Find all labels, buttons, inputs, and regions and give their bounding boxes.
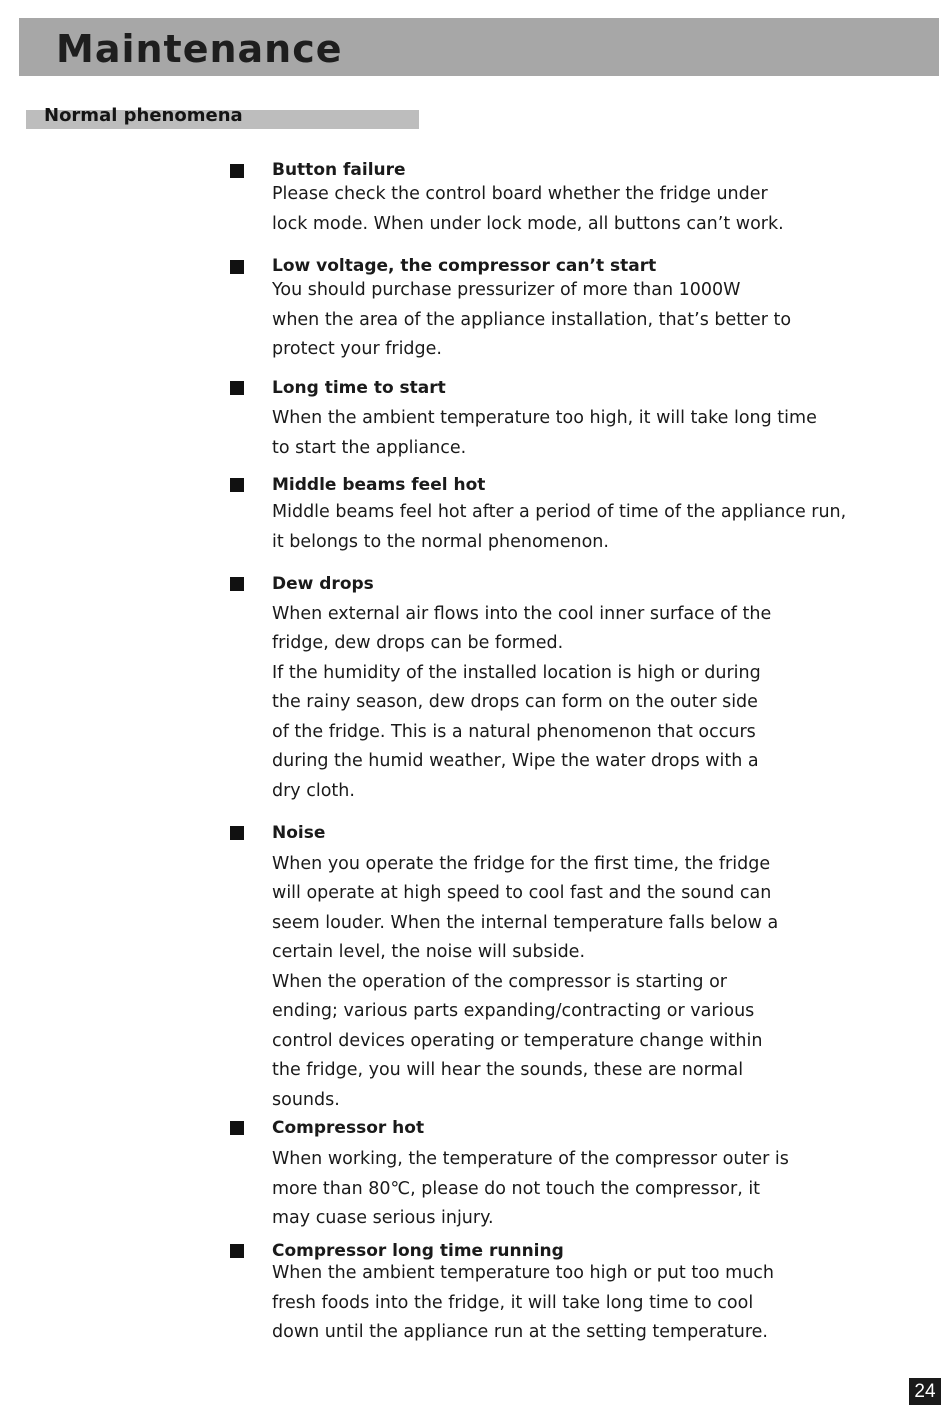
item-text-line: When you operate the fridge for the first time, the fridge (272, 854, 771, 874)
square-bullet-icon (230, 478, 244, 492)
item-text-line: When working, the temperature of the compressor outer is (272, 1149, 789, 1169)
section-title: Normal phenomena (44, 105, 243, 126)
item-title: Compressor long time running (272, 1241, 564, 1261)
square-bullet-icon (230, 826, 244, 840)
square-bullet-icon (230, 577, 244, 591)
item-text-line: fresh foods into the fridge, it will take long time to cool (272, 1293, 754, 1313)
item-text-line: seem louder. When the internal temperature falls below a (272, 913, 779, 933)
item-text-line: the rainy season, dew drops can form on the outer side (272, 692, 758, 712)
square-bullet-icon (230, 1244, 244, 1258)
item-text-line: will operate at high speed to cool fast and the sound can (272, 883, 772, 903)
item-text-line: If the humidity of the installed location is high or during (272, 663, 761, 683)
item-text-line: lock mode. When under lock mode, all buttons can’t work. (272, 214, 784, 234)
item-title: Middle beams feel hot (272, 475, 486, 495)
square-bullet-icon (230, 381, 244, 395)
page-number: 24 (909, 1378, 941, 1405)
square-bullet-icon (230, 1121, 244, 1135)
item-text-line: certain level, the noise will subside. (272, 942, 586, 962)
item-text-line: dry cloth. (272, 781, 355, 801)
item-text-line: more than 80℃, please do not touch the compressor, it (272, 1179, 761, 1199)
item-title: Dew drops (272, 574, 374, 594)
item-text-line: fridge, dew drops can be formed. (272, 633, 564, 653)
item-title: Noise (272, 823, 326, 843)
item-text-line: down until the appliance run at the setting temperature. (272, 1322, 768, 1342)
square-bullet-icon (230, 260, 244, 274)
item-text-line: to start the appliance. (272, 438, 467, 458)
item-title: Long time to start (272, 378, 446, 398)
item-text-line: Middle beams feel hot after a period of time of the appliance run, (272, 502, 847, 522)
item-text-line: of the fridge. This is a natural phenomenon that occurs (272, 722, 756, 742)
item-text-line: when the area of the appliance installation, that’s better to (272, 310, 792, 330)
header-bar (19, 18, 939, 76)
item-title: Low voltage, the compressor can’t start (272, 256, 657, 276)
item-text-line: ending; various parts expanding/contracting or various (272, 1001, 755, 1021)
item-text-line: When external air flows into the cool inner surface of the (272, 604, 772, 624)
item-text-line: during the humid weather, Wipe the water drops with a (272, 751, 759, 771)
item-text-line: the fridge, you will hear the sounds, these are normal (272, 1060, 744, 1080)
item-text-line: protect your fridge. (272, 339, 442, 359)
square-bullet-icon (230, 164, 244, 178)
item-text-line: it belongs to the normal phenomenon. (272, 532, 609, 552)
item-text-line: control devices operating or temperature change within (272, 1031, 763, 1051)
item-text-line: When the ambient temperature too high or put too much (272, 1263, 775, 1283)
item-title: Compressor hot (272, 1118, 425, 1138)
item-text-line: sounds. (272, 1090, 340, 1110)
item-title: Button failure (272, 160, 406, 180)
page-title: Maintenance (56, 27, 343, 71)
item-text-line: When the operation of the compressor is starting or (272, 972, 727, 992)
item-text-line: You should purchase pressurizer of more than 1000W (272, 280, 741, 300)
section-header-bar (26, 105, 419, 129)
item-text-line: Please check the control board whether the fridge under (272, 184, 768, 204)
item-text-line: When the ambient temperature too high, it will take long time (272, 408, 817, 428)
item-text-line: may cuase serious injury. (272, 1208, 494, 1228)
